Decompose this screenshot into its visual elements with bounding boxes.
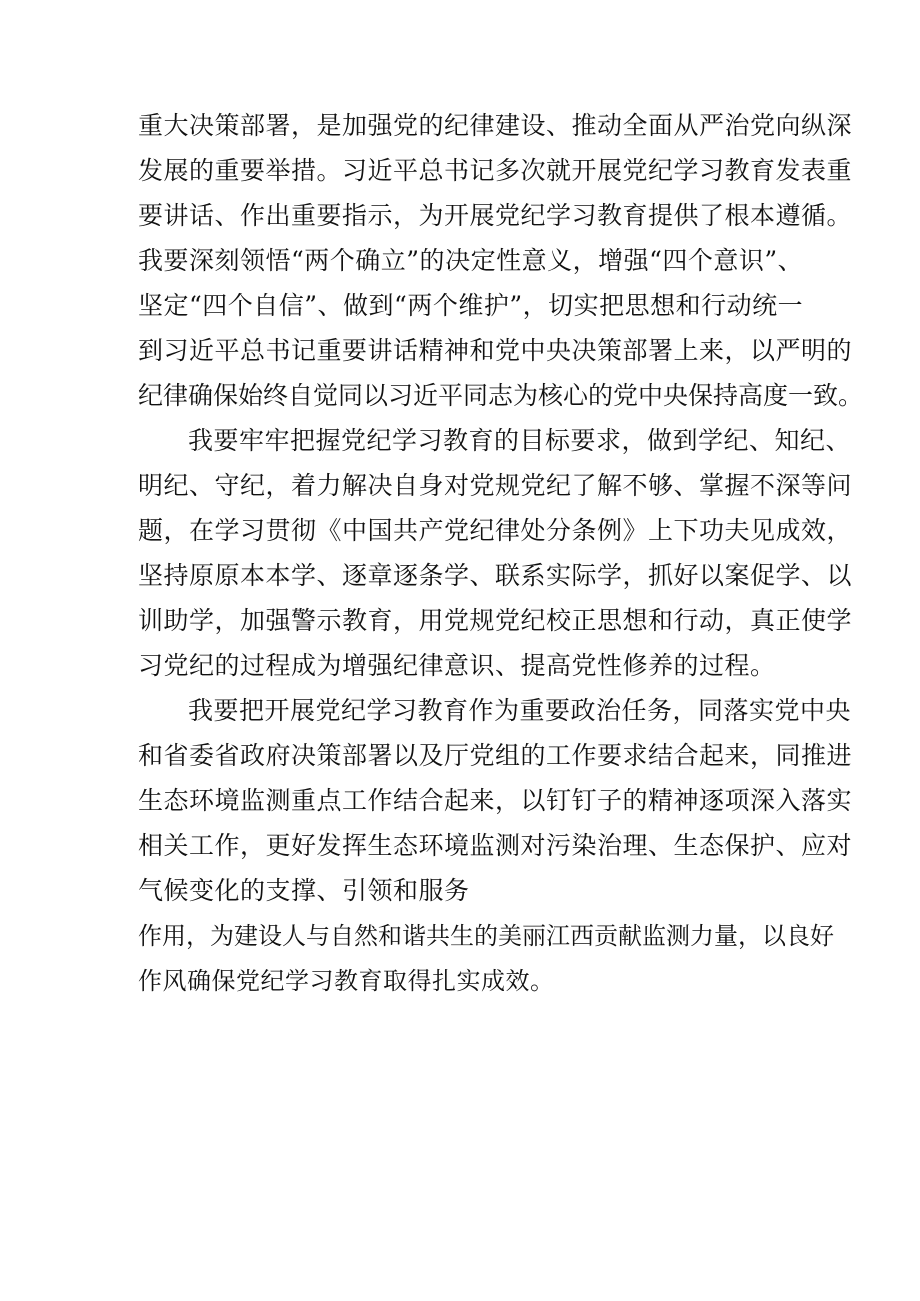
text-line: 相关工作，更好发挥生态环境监测对污染治理、生态保护、应对 bbox=[138, 831, 853, 860]
text-line: 重大决策部署，是加强党的纪律建设、推动全面从严治党向纵深 bbox=[138, 111, 853, 140]
text-line: 气候变化的支撑、引领和服务 bbox=[138, 876, 470, 905]
text-line: 坚持原原本本学、逐章逐条学、联系实际学，抓好以案促学、以 bbox=[138, 561, 853, 590]
text-line: 题，在学习贯彻《中国共产党纪律处分条例》上下功夫见成效， bbox=[138, 516, 853, 545]
text-line: 作风确保党纪学习教育取得扎实成效。 bbox=[138, 967, 555, 995]
text-line: 和省委省政府决策部署以及厅党组的工作要求结合起来，同推进 bbox=[138, 741, 853, 770]
paragraph-start-line: 我要把开展党纪学习教育作为重要政治任务，同落实党中央 bbox=[188, 696, 852, 725]
text-line: 发展的重要举措。习近平总书记多次就开展党纪学习教育发表重 bbox=[138, 156, 853, 185]
paragraph-start-line: 我要牢牢把握党纪学习教育的目标要求，做到学纪、知纪、 bbox=[188, 426, 852, 455]
text-line: 习党纪的过程成为增强纪律意识、提高党性修养的过程。 bbox=[138, 651, 776, 680]
text-line: 要讲话、作出重要指示，为开展党纪学习教育提供了根本遵循。 bbox=[138, 201, 853, 230]
text-line: 训助学，加强警示教育，用党规党纪校正思想和行动，真正使学 bbox=[138, 606, 853, 635]
text-line: 明纪、守纪，着力解决自身对党规党纪了解不够、掌握不深等问 bbox=[138, 471, 853, 500]
text-line: 作用，为建设人与自然和谐共生的美丽江西贡献监测力量，以良好 bbox=[138, 922, 834, 950]
text-line: 坚定“四个自信”、做到“两个维护”，切实把思想和行动统一 bbox=[138, 291, 804, 320]
text-line: 生态环境监测重点工作结合起来，以钉钉子的精神逐项深入落实 bbox=[138, 786, 853, 815]
text-line: 到习近平总书记重要讲话精神和党中央决策部署上来，以严明的 bbox=[138, 336, 853, 365]
text-line: 纪律确保始终自觉同以习近平同志为核心的党中央保持高度一致。 bbox=[138, 381, 864, 410]
text-line: 我要深刻领悟“两个确立”的决定性意义，增强“四个意识”、 bbox=[138, 246, 804, 275]
